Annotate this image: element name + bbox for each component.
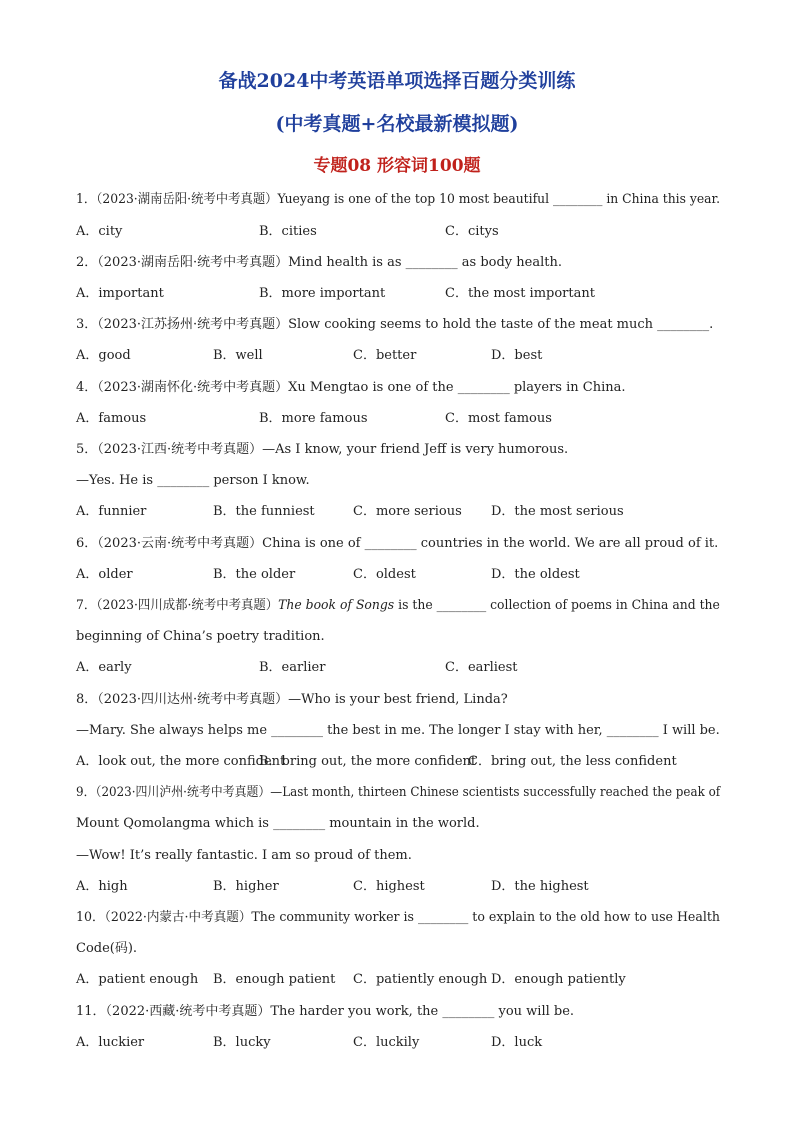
question-10-stem-cont: Code(码). — [76, 941, 138, 956]
question-7-book-title: The book of Songs — [278, 598, 395, 613]
question-5-option-c: C．more serious — [353, 504, 462, 519]
question-1-option-c: C．citys — [445, 224, 499, 239]
document-title: 备战2024中考英语单项选择百题分类训练 — [218, 70, 576, 92]
question-5-stem: 5．（2023·江西·统考中考真题）—As I know, your friend Jeff is very humorous. — [76, 442, 569, 457]
question-8-stem: 8．（2023·四川达州·统考中考真题）—Who is your best friend, Linda? — [76, 692, 508, 707]
question-3-option-c: C．better — [353, 348, 417, 363]
question-2-stem: 2．（2023·湖南岳阳·统考中考真题）Mind health is as ________ as body health. — [76, 255, 562, 270]
question-9-stem: 9．（2023·四川泸州·统考中考真题）—Last month, thirteen Chinese scientists successfully reached the peak of — [76, 785, 721, 800]
question-7-prefix: 7．（2023·四川成都·统考中考真题） — [76, 598, 279, 613]
question-2-option-a: A．important — [76, 286, 164, 301]
question-3-option-a: A．good — [76, 348, 131, 363]
question-6-stem: 6．（2023·云南·统考中考真题）China is one of ________ countries in the world. We are all proud of it. — [76, 536, 719, 551]
question-2-option-c: C．the most important — [445, 286, 595, 301]
question-7-rest: is the ________ collection of poems in China and the — [394, 598, 720, 613]
question-9-option-d: D．the highest — [491, 879, 589, 894]
question-6-option-c: C．oldest — [353, 567, 416, 582]
question-10-option-d: D．enough patiently — [491, 972, 626, 987]
document-subtitle: (中考真题+名校最新模拟题) — [275, 113, 519, 135]
question-11-option-d: D．luck — [491, 1035, 543, 1050]
question-5-option-b: B．the funniest — [213, 504, 315, 519]
question-9-stem-cont: Mount Qomolangma which is ________ mountain in the world. — [76, 816, 480, 831]
question-7-stem-cont: beginning of China’s poetry tradition. — [76, 629, 325, 644]
question-10-option-b: B．enough patient — [213, 972, 336, 987]
question-10-option-c: C．patiently enough — [353, 972, 488, 987]
question-10-option-a: A．patient enough — [76, 972, 199, 987]
question-5-option-d: D．the most serious — [491, 504, 624, 519]
question-7-option-c: C．earliest — [445, 660, 518, 675]
question-9-option-c: C．highest — [353, 879, 425, 894]
question-1-option-b: B．cities — [259, 224, 317, 239]
question-8-option-c: C．bring out, the less confident — [468, 754, 677, 769]
question-9-reply: —Wow! It’s really fantastic. I am so proud of them. — [76, 848, 412, 863]
question-8-option-b: B．bring out, the more confident — [259, 754, 477, 769]
question-3-stem: 3．（2023·江苏扬州·统考中考真题）Slow cooking seems to hold the taste of the meat much ________. — [76, 317, 714, 332]
question-1-stem: 1．（2023·湖南岳阳·统考中考真题）Yueyang is one of the top 10 most beautiful ________ in China this year. — [76, 192, 720, 207]
question-3-option-d: D．best — [491, 348, 543, 363]
question-4-option-a: A．famous — [76, 411, 147, 426]
question-4-stem: 4．（2023·湖南怀化·统考中考真题）Xu Mengtao is one of the ________ players in China. — [76, 380, 626, 395]
question-11-stem: 11．（2022·西藏·统考中考真题）The harder you work, the ________ you will be. — [76, 1004, 575, 1019]
question-11-option-c: C．luckily — [353, 1035, 420, 1050]
question-11-option-b: B．lucky — [213, 1035, 271, 1050]
question-8-option-a: A．look out, the more confident — [76, 754, 286, 769]
question-1-option-a: A．city — [76, 224, 123, 239]
question-2-option-b: B．more important — [259, 286, 386, 301]
question-6-option-d: D．the oldest — [491, 567, 580, 582]
question-9-option-a: A．high — [76, 879, 128, 894]
question-7-option-a: A．early — [76, 660, 132, 675]
question-8-reply: —Mary. She always helps me ________ the best in me. The longer I stay with her, ________ I will be. — [76, 723, 720, 738]
question-11-option-a: A．luckier — [76, 1035, 145, 1050]
question-4-option-b: B．more famous — [259, 411, 368, 426]
question-7-option-b: B．earlier — [259, 660, 326, 675]
question-5-reply: —Yes. He is ________ person I know. — [76, 473, 310, 488]
question-10-stem: 10．（2022·内蒙古·中考真题）The community worker is ________ to explain to the old how to use Health — [76, 910, 721, 925]
question-3-option-b: B．well — [213, 348, 263, 363]
question-9-option-b: B．higher — [213, 879, 279, 894]
question-5-option-a: A．funnier — [76, 504, 147, 519]
question-7-stem — [76, 596, 720, 616]
question-6-option-b: B．the older — [213, 567, 296, 582]
question-4-option-c: C．most famous — [445, 411, 552, 426]
topic-heading: 专题08 形容词100题 — [313, 156, 481, 176]
question-6-option-a: A．older — [76, 567, 133, 582]
